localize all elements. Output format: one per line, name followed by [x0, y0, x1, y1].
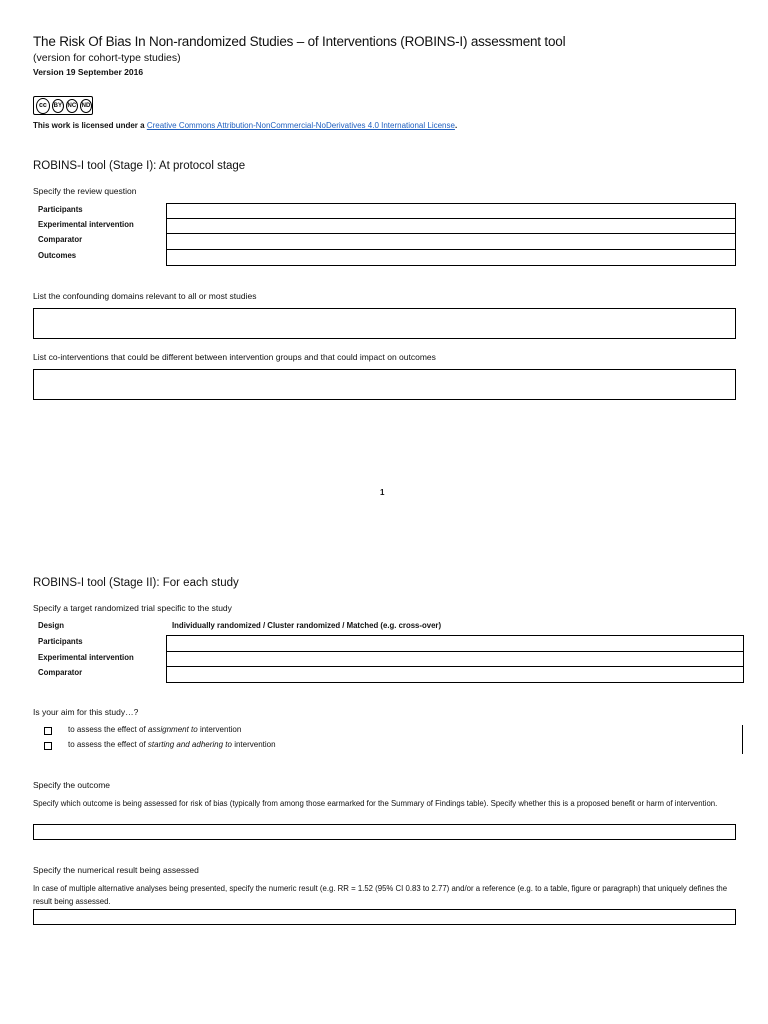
cc-icon: cc	[36, 98, 50, 114]
aim-assignment-checkbox[interactable]	[44, 727, 52, 735]
stage2-heading: ROBINS-I tool (Stage II): For each study	[33, 577, 239, 589]
outcome-field[interactable]	[33, 824, 736, 840]
by-icon: BY	[52, 99, 64, 113]
aim-option-adhering-prefix: to assess the effect of	[68, 740, 148, 749]
aim-option-adhering-emph: starting and adhering to	[147, 740, 232, 749]
outcome-heading: Specify the outcome	[33, 780, 111, 790]
comparator-field-2[interactable]	[166, 666, 744, 683]
comparator-field[interactable]	[166, 233, 736, 250]
cointerventions-field[interactable]	[33, 369, 736, 400]
aim-label: Is your aim for this study…?	[33, 707, 139, 717]
document-subtitle: (version for cohort-type studies)	[33, 52, 181, 64]
result-heading: Specify the numerical result being assessed	[33, 865, 199, 875]
license-link[interactable]: Creative Commons Attribution-NonCommercial-NoDerivatives 4.0 International License	[146, 121, 455, 130]
document-title: The Risk Of Bias In Non-randomized Studies – of Interventions (ROBINS-I) assessment tool	[33, 34, 566, 49]
participants-field-2[interactable]	[166, 635, 744, 652]
result-instructions: In case of multiple alternative analyses being presented, specify the numeric result (e.g. RR = 1.52 (95% CI 0.83 to 2.77) and/or a reference (e.g. to a table, figure or paragraph) that uniquely defines the result being assessed.	[33, 884, 728, 906]
row-label-comparator-2: Comparator	[38, 668, 83, 677]
confounding-label: List the confounding domains relevant to all or most studies	[33, 291, 257, 301]
aim-option-assignment	[68, 725, 241, 734]
aim-option-assignment-suffix: intervention	[197, 725, 242, 734]
license-suffix: .	[454, 121, 458, 130]
aim-option-adhering-suffix: intervention	[231, 740, 276, 749]
row-label-experimental-intervention-2: Experimental intervention	[38, 653, 134, 662]
result-field[interactable]	[33, 909, 736, 925]
version-line: Version 19 September 2016	[33, 67, 144, 77]
aim-option-adhering	[68, 740, 276, 749]
row-label-participants-2: Participants	[38, 637, 83, 646]
page-number: 1	[380, 488, 385, 497]
aim-adhering-checkbox[interactable]	[44, 742, 52, 750]
participants-field[interactable]	[166, 203, 736, 219]
outcomes-field[interactable]	[166, 249, 736, 266]
row-label-participants: Participants	[38, 205, 83, 214]
design-options: Individually randomized / Cluster randomized / Matched (e.g. cross-over)	[172, 621, 442, 630]
license-prefix: This work is licensed under a	[33, 121, 147, 130]
experimental-intervention-field[interactable]	[166, 218, 736, 234]
row-label-comparator: Comparator	[38, 235, 83, 244]
aim-option-assignment-emph: assignment to	[147, 725, 198, 734]
row-label-outcomes: Outcomes	[38, 251, 77, 260]
row-label-experimental-intervention: Experimental intervention	[38, 220, 134, 229]
cointerventions-label: List co-interventions that could be different between intervention groups and that could impact on outcomes	[33, 352, 436, 362]
license-statement	[33, 121, 457, 130]
target-trial-label: Specify a target randomized trial specific to the study	[33, 603, 232, 613]
nc-icon: NC	[66, 99, 78, 113]
aim-box-edge	[742, 725, 743, 754]
experimental-intervention-field-2[interactable]	[166, 651, 744, 667]
confounding-domains-field[interactable]	[33, 308, 736, 339]
row-label-design: Design	[38, 621, 64, 630]
creative-commons-logo	[33, 96, 93, 115]
stage1-heading: ROBINS-I tool (Stage I): At protocol stage	[33, 160, 246, 172]
aim-option-assignment-prefix: to assess the effect of	[68, 725, 148, 734]
review-question-label: Specify the review question	[33, 186, 137, 196]
nd-icon: ND	[80, 99, 92, 113]
outcome-instructions: Specify which outcome is being assessed for risk of bias (typically from among those earmarked for the Summary of Findings table). Specify whether this is a proposed benefit or harm of intervention.	[33, 799, 718, 808]
